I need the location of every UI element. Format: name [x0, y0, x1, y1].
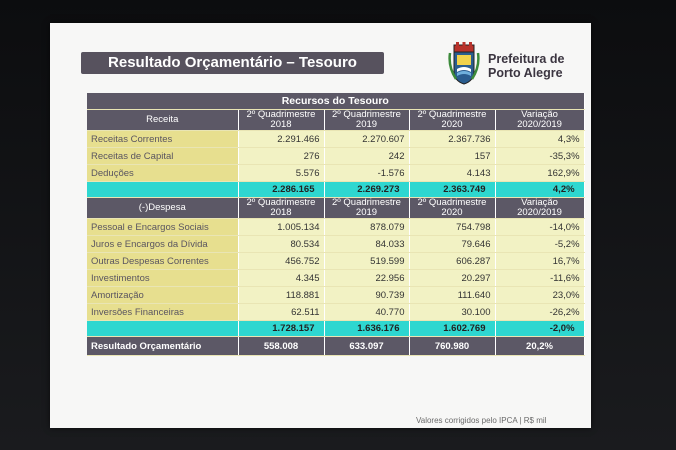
total-2019: 2.269.273	[324, 182, 409, 198]
resultado-label: Resultado Orçamentário	[87, 337, 238, 356]
row-label: Amortização	[87, 287, 238, 304]
cell-2019: 40.770	[324, 304, 409, 321]
col-header-2018: 2º Quadrimestre 2018	[238, 198, 324, 219]
row-label: Pessoal e Encargos Sociais	[87, 219, 238, 236]
table-row	[87, 287, 584, 304]
cell-2019: 242	[324, 148, 409, 165]
cell-variacao: -35,3%	[495, 148, 584, 165]
row-label: Inversões Financeiras	[87, 304, 238, 321]
col-header-2019: 2º Quadrimestre 2019	[324, 198, 409, 219]
despesa-header-label: (-)Despesa	[87, 198, 238, 219]
row-label: Outras Despesas Correntes	[87, 253, 238, 270]
cell-2019: 90.739	[324, 287, 409, 304]
budget-table	[87, 93, 585, 356]
row-label: Investimentos	[87, 270, 238, 287]
cell-2018: 118.881	[238, 287, 324, 304]
table-row	[87, 148, 584, 165]
cell-2019: 22.956	[324, 270, 409, 287]
cell-variacao: -26,2%	[495, 304, 584, 321]
table-row	[87, 131, 584, 148]
slide-title: Resultado Orçamentário – Tesouro	[81, 52, 384, 74]
row-label: Receitas Correntes	[87, 131, 238, 148]
cell-2018: 1.005.134	[238, 219, 324, 236]
cell-variacao: 16,7%	[495, 253, 584, 270]
cell-2019: 2.270.607	[324, 131, 409, 148]
cell-2018: 5.576	[238, 165, 324, 182]
total-2020: 2.363.749	[409, 182, 495, 198]
footnote: Valores corrigidos pelo IPCA | R$ mil	[416, 416, 547, 425]
resultado-variacao: 20,2%	[495, 337, 584, 356]
cell-2020: 754.798	[409, 219, 495, 236]
cell-2018: 80.534	[238, 236, 324, 253]
receita-header-row	[87, 110, 584, 131]
prefeitura-logo	[448, 41, 578, 87]
logo-line2: Porto Alegre	[488, 66, 563, 80]
cell-variacao: -14,0%	[495, 219, 584, 236]
cell-2019: 84.033	[324, 236, 409, 253]
cell-variacao: 162,9%	[495, 165, 584, 182]
cell-variacao: 23,0%	[495, 287, 584, 304]
table-row	[87, 236, 584, 253]
table-row	[87, 304, 584, 321]
table-row	[87, 165, 584, 182]
cell-2020: 4.143	[409, 165, 495, 182]
resultado-2019: 633.097	[324, 337, 409, 356]
col-header-variacao: Variação 2020/2019	[495, 198, 584, 219]
col-header-variacao: Variação 2020/2019	[495, 110, 584, 131]
cell-2020: 30.100	[409, 304, 495, 321]
receita-total-row	[87, 182, 584, 198]
cell-2018: 62.511	[238, 304, 324, 321]
row-label: Deduções	[87, 165, 238, 182]
cell-variacao: -5,2%	[495, 236, 584, 253]
cell-2019: 878.079	[324, 219, 409, 236]
cell-2018: 456.752	[238, 253, 324, 270]
cell-2020: 20.297	[409, 270, 495, 287]
city-crest-icon	[448, 41, 480, 85]
cell-2018: 276	[238, 148, 324, 165]
cell-2018: 2.291.466	[238, 131, 324, 148]
resultado-2018: 558.008	[238, 337, 324, 356]
row-label: Juros e Encargos da Dívida	[87, 236, 238, 253]
col-header-2020: 2º Quadrimestre 2020	[409, 110, 495, 131]
col-header-2019: 2º Quadrimestre 2019	[324, 110, 409, 131]
cell-2020: 79.646	[409, 236, 495, 253]
total-label-cell	[87, 182, 238, 198]
cell-variacao: -11,6%	[495, 270, 584, 287]
resultado-row	[87, 337, 584, 356]
cell-2019: 519.599	[324, 253, 409, 270]
total-2018: 1.728.157	[238, 321, 324, 337]
cell-2020: 111.640	[409, 287, 495, 304]
despesa-total-row	[87, 321, 584, 337]
section-title: Recursos do Tesouro	[87, 93, 584, 110]
presentation-slide	[50, 23, 591, 428]
logo-line1: Prefeitura de	[488, 52, 565, 66]
cell-2020: 606.287	[409, 253, 495, 270]
cell-2020: 157	[409, 148, 495, 165]
cell-2020: 2.367.736	[409, 131, 495, 148]
table-row	[87, 270, 584, 287]
col-header-2018: 2º Quadrimestre 2018	[238, 110, 324, 131]
total-2020: 1.602.769	[409, 321, 495, 337]
total-label-cell	[87, 321, 238, 337]
total-variacao: 4,2%	[495, 182, 584, 198]
table-row	[87, 219, 584, 236]
receita-header-label: Receita	[87, 110, 238, 131]
cell-2018: 4.345	[238, 270, 324, 287]
despesa-header-row	[87, 198, 584, 219]
col-header-2020: 2º Quadrimestre 2020	[409, 198, 495, 219]
row-label: Receitas de Capital	[87, 148, 238, 165]
total-variacao: -2,0%	[495, 321, 584, 337]
total-2019: 1.636.176	[324, 321, 409, 337]
section-header-row	[87, 93, 584, 110]
resultado-2020: 760.980	[409, 337, 495, 356]
total-2018: 2.286.165	[238, 182, 324, 198]
table-row	[87, 253, 584, 270]
cell-2019: -1.576	[324, 165, 409, 182]
cell-variacao: 4,3%	[495, 131, 584, 148]
